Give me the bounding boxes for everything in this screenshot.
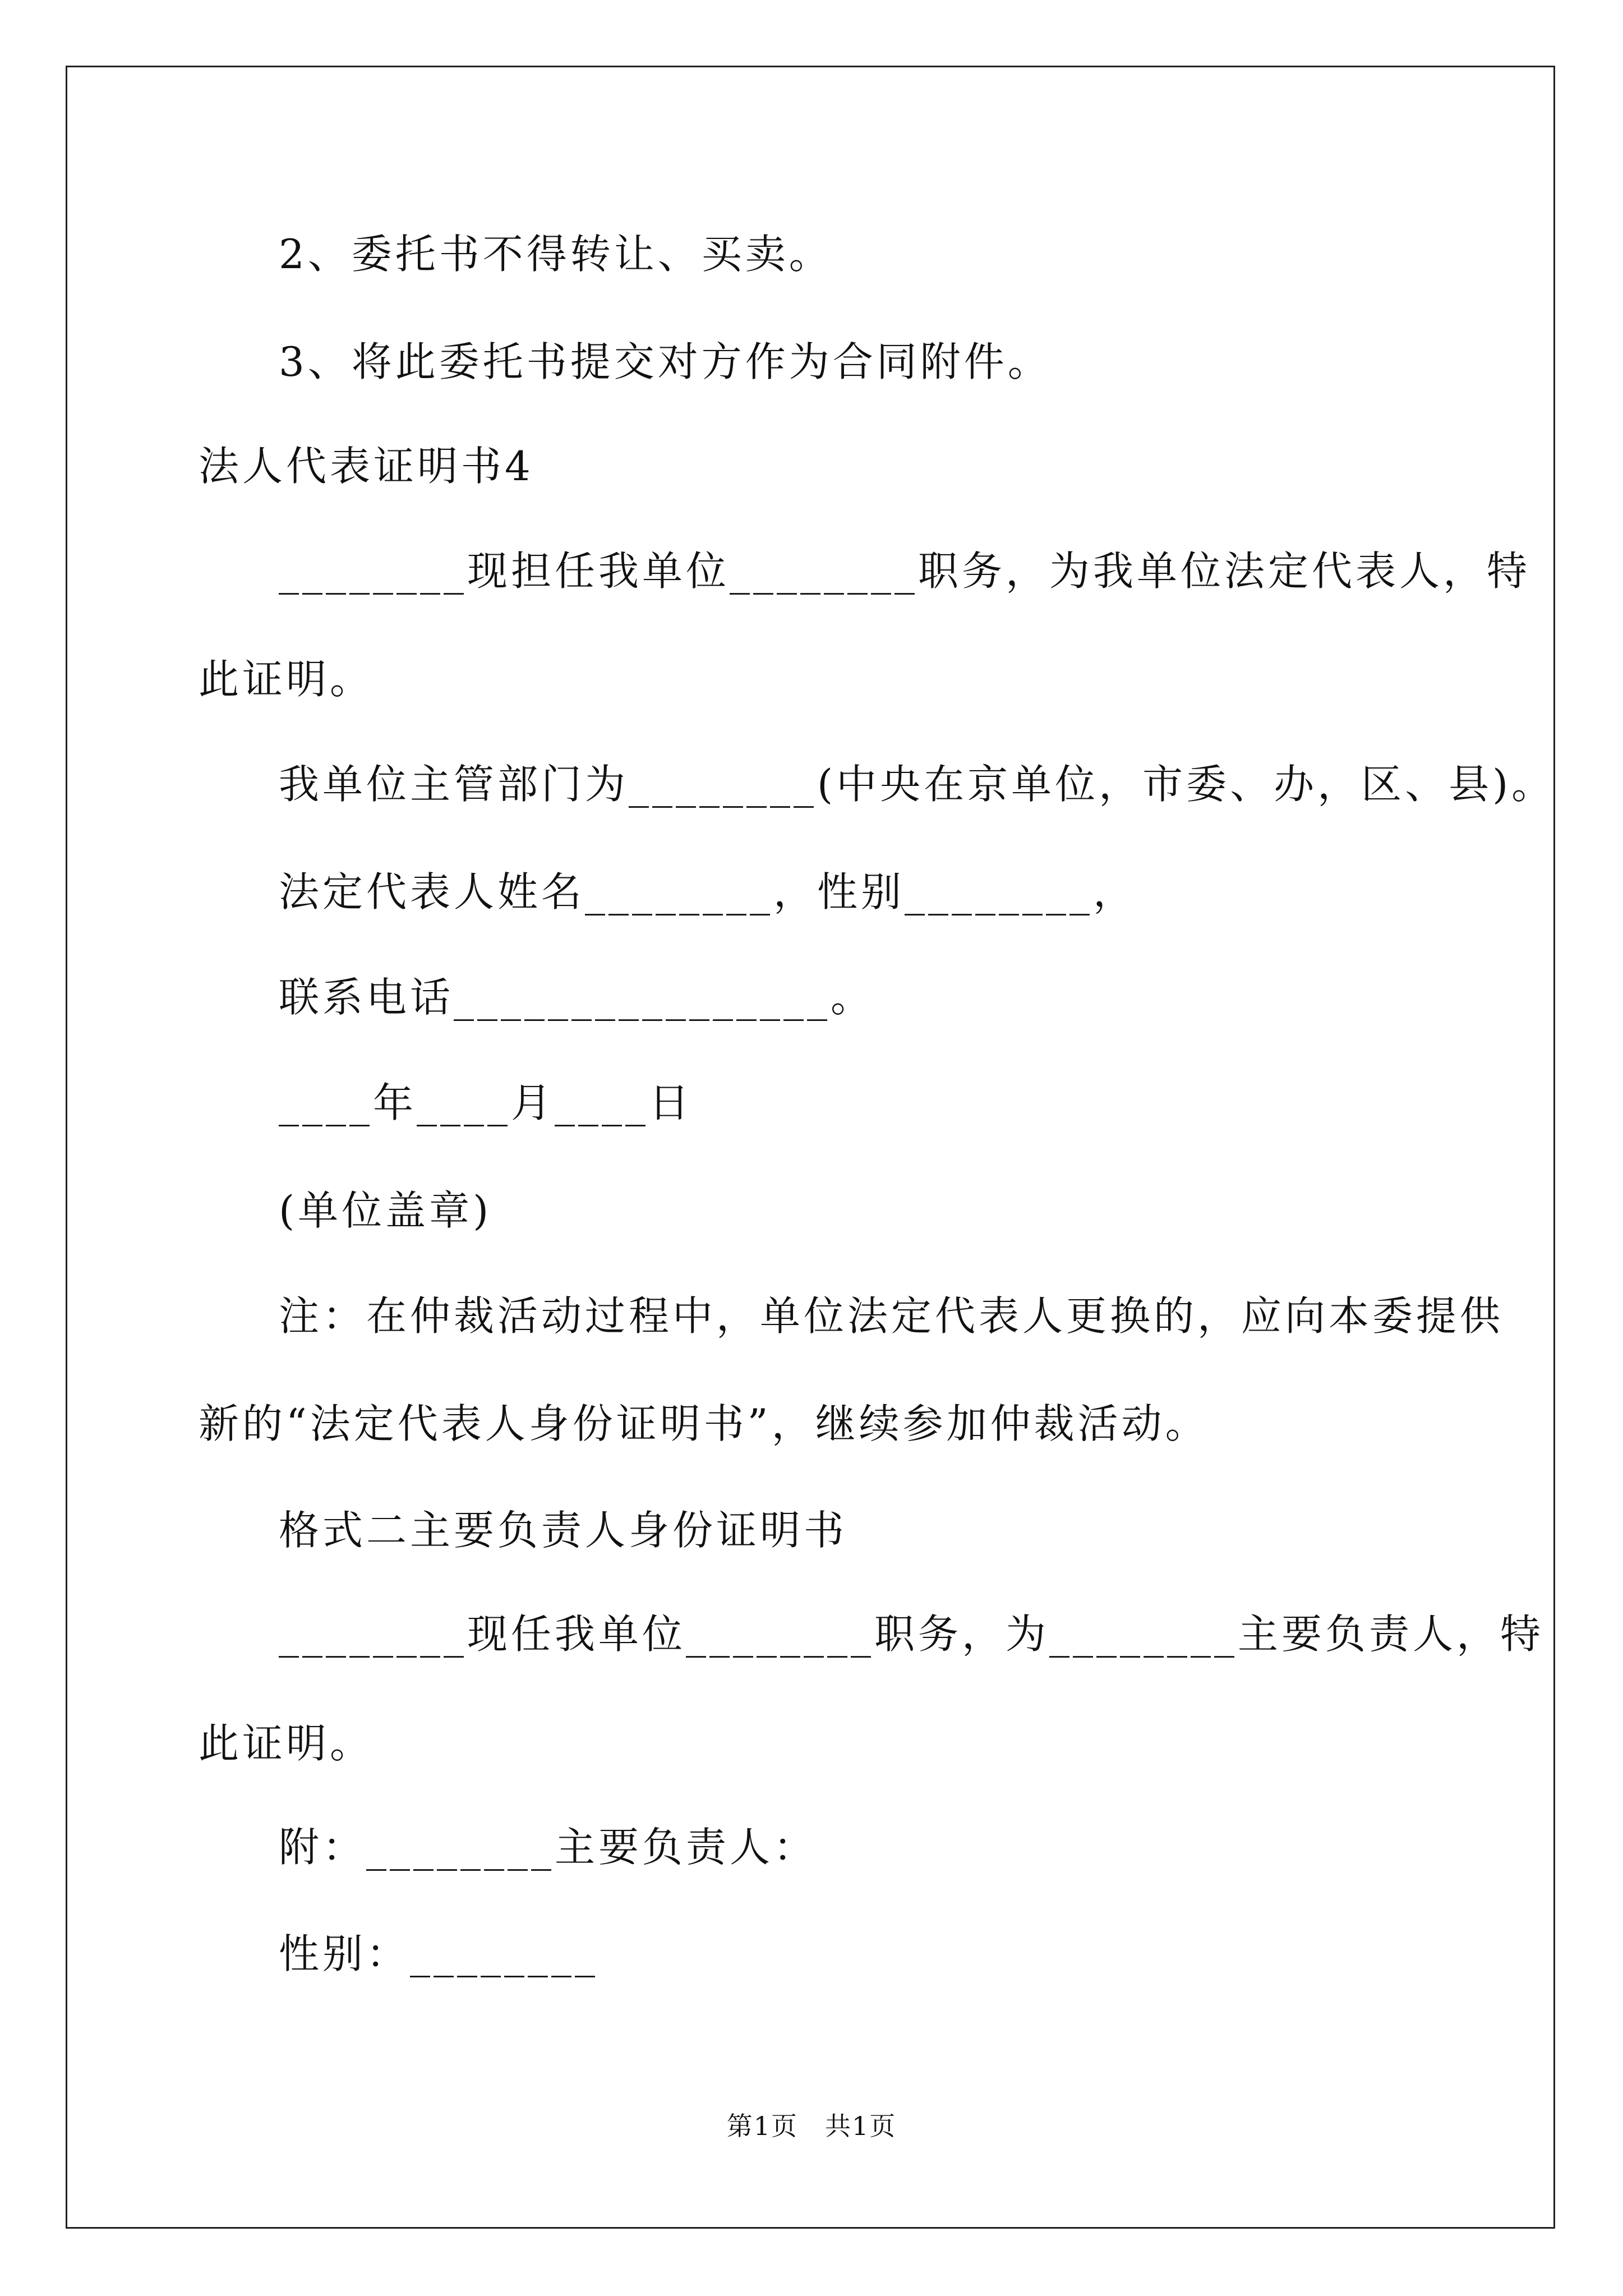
note-line: 新的“法定代表人身份证明书”，继续参加仲裁活动。 (199, 1400, 1209, 1447)
seal-line: (单位盖章) (279, 1187, 492, 1234)
paragraph-line: 我单位主管部门为________(中央在京单位，市委、办，区、县)。 (279, 761, 1556, 808)
attachment-line: 附：________主要负责人： (279, 1824, 818, 1871)
note-line: 注：在仲裁活动过程中，单位法定代表人更换的，应向本委提供 (279, 1292, 1504, 1340)
gender-line: 性别：________ (279, 1930, 599, 1977)
section-heading: 法人代表证明书4 (199, 443, 534, 490)
page-number-footer: 第1页 共1页 (726, 2111, 897, 2141)
paragraph-line: 联系电话________________。 (279, 974, 875, 1021)
page-border (66, 66, 1555, 2229)
date-line: ____年____月____日 (279, 1079, 693, 1126)
clause-3: 3、将此委托书提交对方作为合同附件。 (279, 338, 1052, 385)
section-heading: 格式二主要负责人身份证明书 (279, 1507, 848, 1554)
paragraph-line: 此证明。 (199, 656, 374, 703)
clause-2: 2、委托书不得转让、买卖。 (279, 231, 833, 278)
paragraph-line: 此证明。 (199, 1720, 374, 1767)
paragraph-line: ________现担任我单位________职务，为我单位法定代表人，特 (279, 547, 1531, 595)
paragraph-line: 法定代表人姓名________，性别________， (279, 868, 1137, 915)
paragraph-line: ________现任我单位________职务，为________主要负责人，特 (279, 1611, 1544, 1658)
